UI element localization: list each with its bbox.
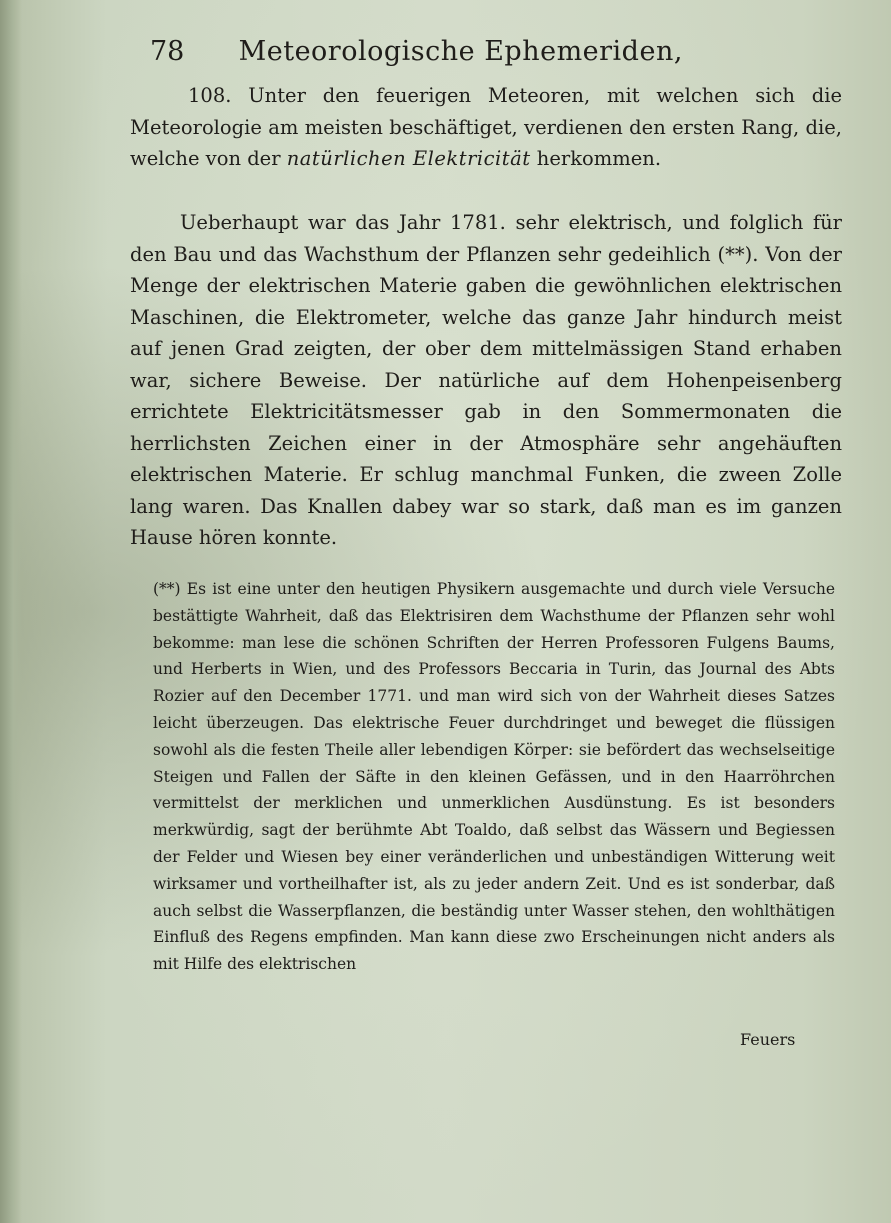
footnote xyxy=(153,576,835,978)
catchword: Feuers xyxy=(740,1030,796,1049)
page-header xyxy=(150,30,710,74)
running-title: Meteorologische Ephemeriden, xyxy=(238,36,683,67)
footnote-body: Es ist eine unter den heutigen Physikern ausgemachte und durch viele Versuche bestättigte Wahrheit, daß das Elektrisiren dem Wachsthume der Pflanzen sehr wohl bekomme: man lese die schönen Schriften der Herren Professoren Fulgens Baums, und Herberts in Wien, und des Professors Beccaria in Turin, das Journal des Abts Rozier auf den December 1771. und man wird sich von der Wahrheit dieses Satzes leicht überzeugen. Das elektrische Feuer durchdringet und beweget die flüssigen sowohl als die festen Theile aller lebendigen Körper: sie befördert das wechselseitige Steigen und Fallen der Säfte in den kleinen Gefässen, und in den Haarröhrchen vermittelst der merklichen und unmerklichen Ausdünstung. Es ist besonders merkwürdig, sagt der berühmte Abt Toaldo, daß selbst das Wässern und Begiessen der Felder und Wiesen bey einer veränderlichen und unbeständigen Witterung weit wirksamer und vortheilhafter ist, als zu jeder andern Zeit. Und es ist sonderbar, daß auch selbst die Wasserpflanzen, die beständig unter Wasser stehen, den wohlthätigen Einfluß des Regens empfinden. Man kann diese zwo Erscheinungen nicht anders als mit Hilfe des elektrischen xyxy=(153,580,835,974)
paragraph-108-tail: herkommen. xyxy=(536,147,662,170)
footnote-text xyxy=(153,576,835,978)
paragraph-1781: Ueberhaupt war das Jahr 1781. sehr elektrisch, und folglich für den Bau und das Wachsthum der Pflanzen sehr gedeihlich (**). Von der Menge der elektrischen Materie gaben die gewöhnlichen elektrischen Maschinen, die Elektrometer, welche das ganze Jahr hindurch meist auf jenen Grad zeigten, der ober dem mittelmässigen Stand erhaben war, sichere Beweise. Der natürliche auf dem Hohenpeisenberg errichtete Elektricitätsmesser gab in den Sommermonaten die herrlichsten Zeichen einer in der Atmosphäre sehr angehäuften elektrischen Materie. Er schlug manchmal Funken, die zween Zolle lang waren. Das Knallen dabey war so stark, daß man es im ganzen Hause hören konnte. xyxy=(130,211,842,549)
binding-gutter xyxy=(0,0,22,1223)
section-108 xyxy=(130,80,842,175)
footnote-marker: (**) xyxy=(153,580,181,598)
paragraph-108-emphasis: natürlichen Elektricität xyxy=(286,147,531,170)
page-number: 78 xyxy=(150,36,185,67)
paragraph-108-lead: 108. Unter den feuerigen Meteoren, mit welchen sich die Meteorologie am meisten beschäftiget, verdienen den ersten Rang, die, welche von der xyxy=(130,84,842,170)
section-body xyxy=(130,207,842,554)
paragraph-108 xyxy=(130,80,842,175)
